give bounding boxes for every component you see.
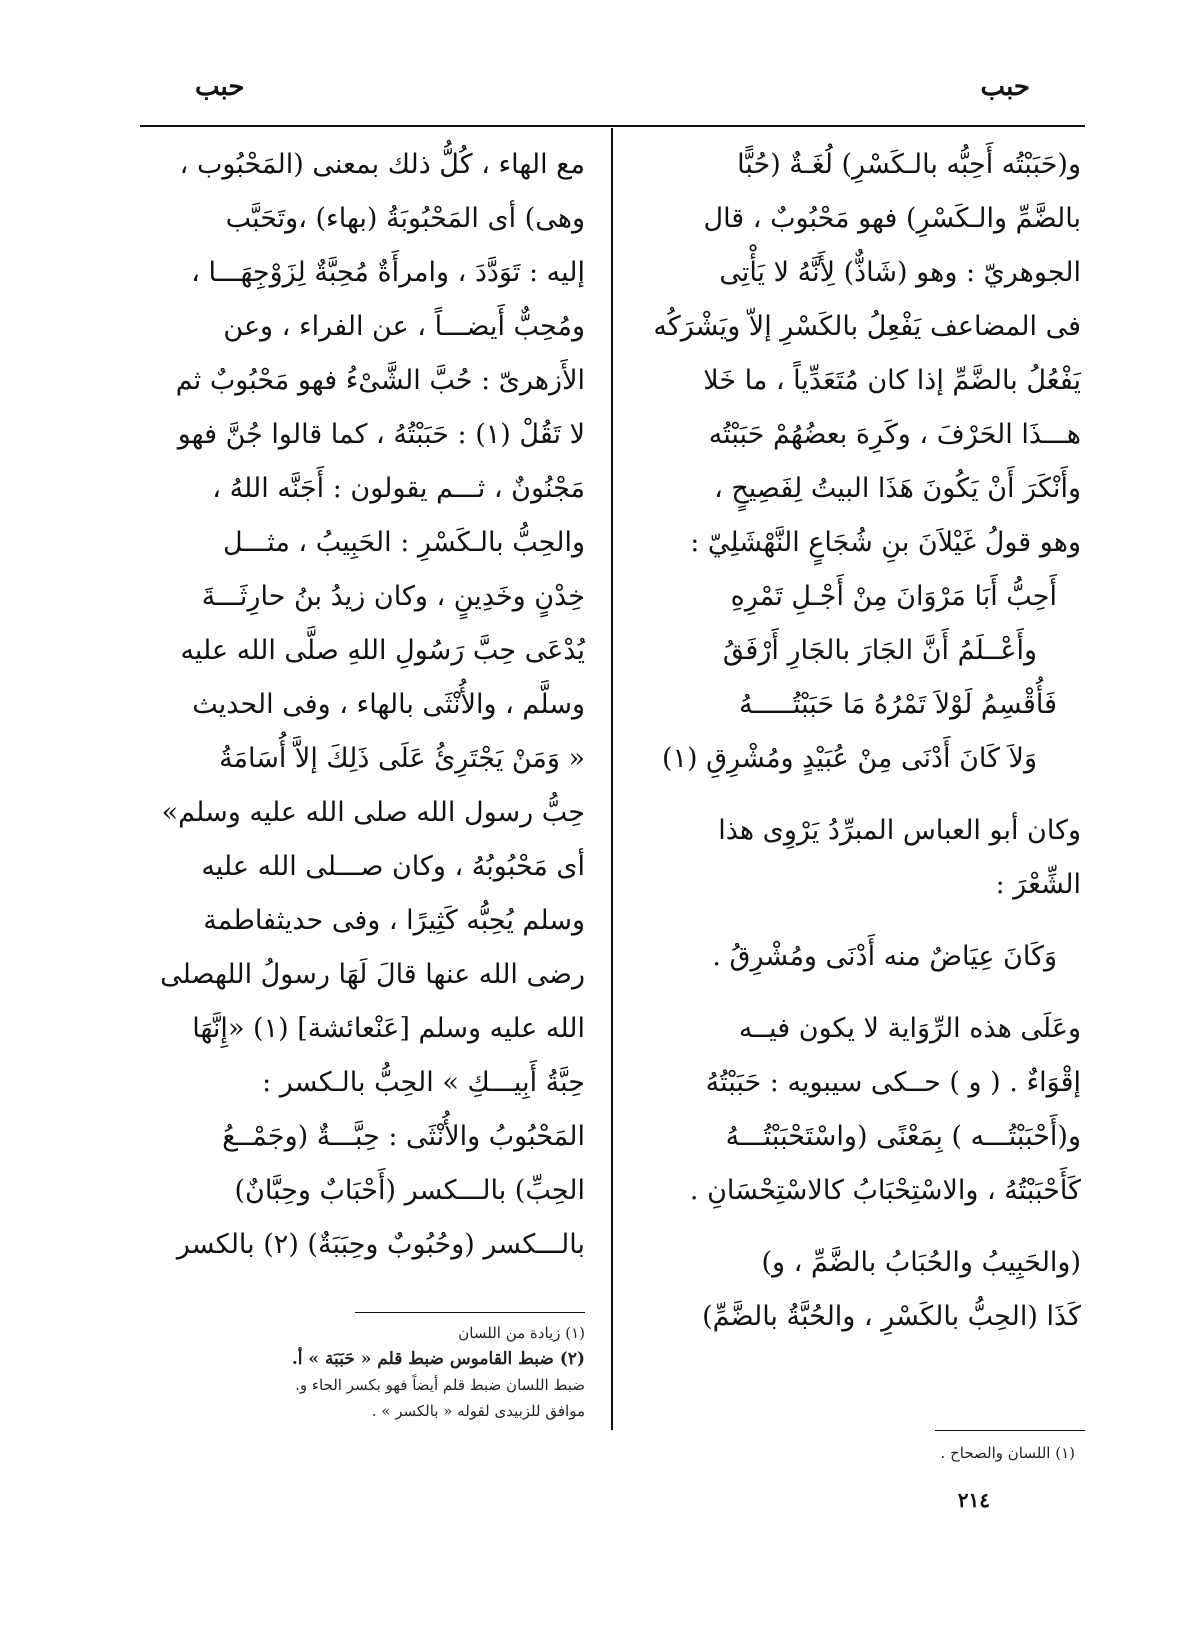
text-line: وعَلَى هذه الرِّوَاية لا يكون فيــه	[738, 1013, 1081, 1044]
text-line: الله عليه وسلم [عَنْعائشة] (١) «إِنَّهَا	[192, 1013, 585, 1044]
column-divider	[611, 128, 613, 1430]
text-line: رضى الله عنها قالَ لَهَا رسولُ اللهصلى	[160, 959, 585, 990]
text-line: الشِّعْرَ :	[995, 869, 1081, 900]
verse-line: أَحِبُّ أَبَا مَرْوَانَ مِنْ أَجْـلِ تَمْرِهِ	[730, 581, 1057, 612]
text-line: المَحْبُوبُ والأُنْثَى : حِبَّـــةٌ (وجَمْــعُ	[222, 1121, 585, 1152]
text-line: « وَمَنْ يَجْتَرِئُ عَلَى ذَلِكَ إلاَّ أُسَامَةُ	[219, 743, 585, 774]
footnote-line: (١) زيادة من اللسان	[458, 1324, 585, 1342]
text-line: وسلَّم ، والأُنْثَى بالهاء ، وفى الحديث	[192, 689, 585, 720]
text-line: خِدْنٍ وخَدِينٍ ، وكان زيدُ بنُ حارِثَـــةَ	[201, 581, 585, 612]
verse-line: وَكَانَ عِيَاضٌ منه أَدْنَى ومُشْرِقُ .	[712, 941, 1057, 972]
text-line: أى مَحْبُوبُهُ ، وكان صـــلى الله عليه	[201, 851, 585, 882]
verse-line: وأَعْــلَمُ أَنَّ الجَارَ بالجَارِ أَرْفَقُ	[722, 635, 1037, 666]
footnote-line: (٢) ضبط القاموس ضبط قلم « حَبَبَة » أ.	[291, 1349, 585, 1369]
right-column	[636, 138, 1081, 1344]
text-line: إقْوَاءٌ . ( و ) حــكى سيبويه : حَبَبْتُهُ	[705, 1067, 1081, 1098]
footnote-line: موافق للزبيدى لقوله « بالكسر » .	[371, 1402, 585, 1420]
text-line: بالضَّمِّ والـكَسْرِ) فهو مَحْبُوبٌ ، قال	[703, 203, 1081, 234]
running-head-left: حبب	[195, 72, 245, 102]
text-line: يَفْعُلُ بالضَّمِّ إذا كان مُتَعَدِّياً ، ما خَلا	[703, 365, 1081, 396]
text-line: حِبَّةُ أَبِيـــكِ » الحِبُّ بالـكسر :	[262, 1067, 585, 1098]
text-line: هـــذَا الحَرْفَ ، وكَرِهَ بعضُهُمْ حَبَبْتُه	[708, 419, 1081, 450]
text-line: بالـــكسر (وحُبُوبٌ وحِبَبَةٌ) (٢) بالكسر	[176, 1229, 585, 1260]
header-rule	[140, 125, 1085, 127]
text-line: الجوهريّ : وهو (شَاذٌّ) لِأَنَّهُ لا يَأْتِى	[719, 257, 1081, 288]
text-line: كَأَحْبَبْتُهُ ، والاسْتِحْبَابُ كالاسْتِحْسَانِ .	[689, 1175, 1081, 1206]
running-head-right: حبب	[980, 72, 1030, 102]
text-line: إليه : تَوَدَّدَ ، وامرأَةٌ مُحِبَّةٌ لِزَوْجِهَـــا ،	[191, 257, 585, 288]
text-line: وهو قولُ غَيْلاَنَ بنِ شُجَاعٍ النَّهْشَلِيّ :	[690, 527, 1081, 558]
text-line: مع الهاء ، كُلُّ ذلك بمعنى (المَحْبُوب ،	[179, 149, 585, 180]
text-line: والحِبُّ بالـكَسْرِ : الحَبِيبُ ، مثـــل	[223, 527, 585, 558]
text-line: وأَنْكَرَ أَنْ يَكُونَ هَذَا البيتُ لِفَصِيحٍ ،	[714, 473, 1081, 504]
footnote-rule-right	[935, 1430, 1085, 1431]
text-line: وهى) أى المَحْبُوبَةُ (بهاء) ،وتَحَبَّب	[225, 203, 585, 234]
footnote-right: (١) اللسان والصحاح .	[940, 1444, 1075, 1462]
text-line: و(حَبَبْتُه أَحِبُّه بالـكَسْرِ) لُغَـةٌ (حُبًّا	[737, 149, 1081, 180]
verse-line: وَلاَ كَانَ أَدْنَى مِنْ عُبَيْدٍ ومُشْرِقِ (١)	[661, 743, 1037, 774]
text-line: كَذَا (الحِبُّ بالكَسْرِ ، والحُبَّةُ بالضَّمِّ)	[702, 1301, 1081, 1332]
text-line: (والحَبِيبُ والحُبَابُ بالضَّمِّ ، و)	[761, 1247, 1081, 1278]
text-line: وكان أبو العباس المبرِّدُ يَرْوِى هذا	[718, 815, 1081, 846]
text-line: فى المضاعف يَفْعِلُ بالكَسْرِ إلاّ ويَشْرَكُه	[653, 311, 1081, 342]
text-line: الحِبِّ) بالـــكسر (أَحْبَابٌ وحِبَّانٌ)	[234, 1175, 585, 1206]
text-line: حِبُّ رسول الله صلى الله عليه وسلم»	[161, 797, 585, 828]
text-line: ومُحِبٌّ أَيضـــاً ، عن الفراء ، وعن	[223, 311, 585, 342]
verse-line: فَأُقْسِمُ لَوْلاَ تَمْرُهُ مَا حَبَبْتُـــــهُ	[738, 689, 1057, 720]
text-line: و(أَحْبَبْتُـــه ) بِمَعْنًى (واسْتَحْبَبْتُـــهُ	[725, 1121, 1081, 1152]
footnotes-left	[155, 1320, 585, 1424]
footnote-rule-left	[355, 1312, 585, 1313]
text-line: وسلم يُحِبُّه كَثِيرًا ، وفى حديثفاطمة	[203, 905, 585, 936]
page-number: ٢١٤	[957, 1488, 990, 1512]
text-line: لا تَقُلْ (١) : حَبَبْتُهُ ، كما قالوا جُنَّ فهو	[177, 419, 585, 450]
text-line: مَجْنُونٌ ، ثـــم يقولون : أَجَنَّه اللهُ ،	[212, 473, 585, 504]
footnote-line: ضبط اللسان ضبط قلم أيضاً فهو بكسر الحاء و.	[295, 1376, 585, 1394]
text-line: الأَزهرىّ : حُبَّ الشَّىْءُ فهو مَحْبُوبٌ ثم	[175, 365, 585, 396]
text-line: يُدْعَى حِبَّ رَسُولِ اللهِ صلَّى الله عليه	[180, 635, 585, 666]
left-column	[155, 138, 585, 1272]
